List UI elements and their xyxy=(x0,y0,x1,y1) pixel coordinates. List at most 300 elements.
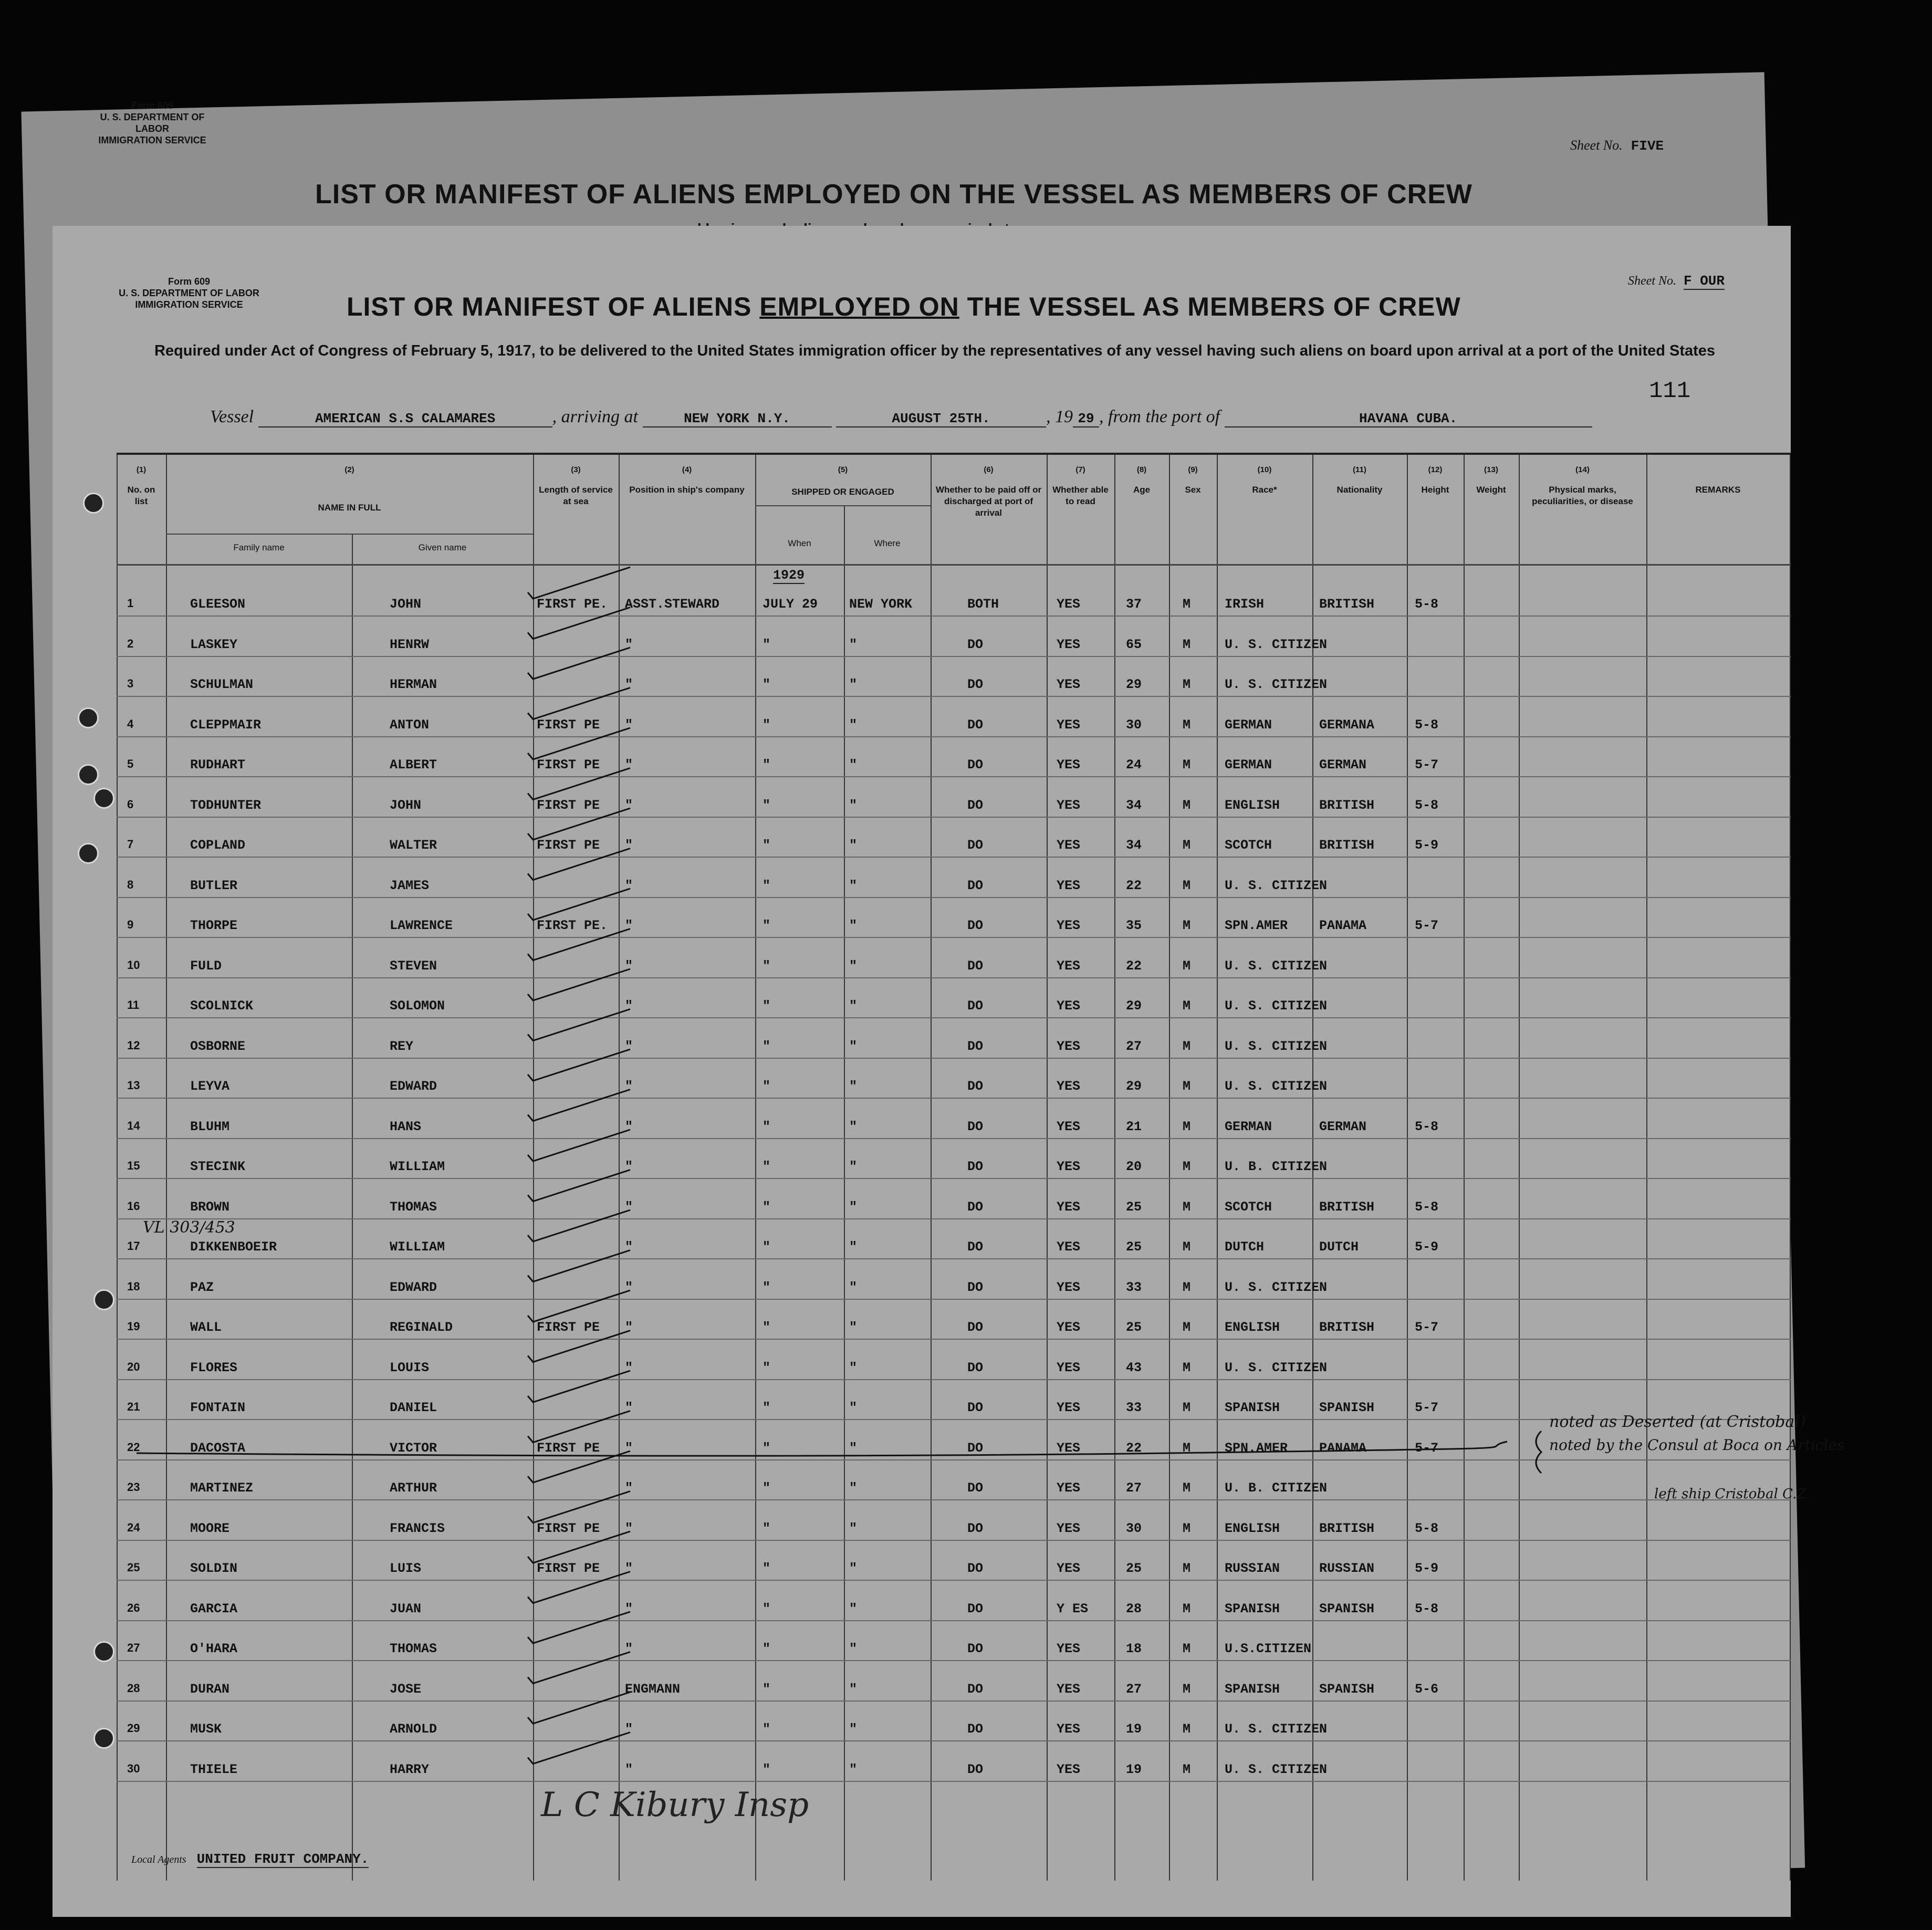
cell-sex: M xyxy=(1183,1520,1191,1536)
cell-n: 24 xyxy=(127,1520,140,1534)
cell-read: YES xyxy=(1057,1119,1081,1134)
cell-nat: SPANISH xyxy=(1319,1601,1375,1616)
column-header: Length of service at sea xyxy=(539,485,613,506)
cell-race: U. S. CITIZEN xyxy=(1225,958,1328,974)
cell-n: 29 xyxy=(127,1722,140,1735)
cell-height: 5-9 xyxy=(1415,838,1439,853)
year-shipped: 1929 xyxy=(773,568,805,583)
cell-when: JULY 29 xyxy=(763,597,818,612)
cell-n: 13 xyxy=(127,1079,140,1092)
cell-when: " xyxy=(763,1520,771,1536)
cell-position: " xyxy=(625,838,633,853)
cell-height: 5-8 xyxy=(1415,797,1439,813)
cell-n: 9 xyxy=(127,918,134,931)
cell-paid: DO xyxy=(967,998,984,1014)
subcolumn-when: When xyxy=(788,538,811,548)
cell-read: YES xyxy=(1057,998,1081,1014)
cell-age: 19 xyxy=(1126,1761,1142,1777)
cell-position: " xyxy=(625,1561,633,1576)
cell-when: " xyxy=(763,1761,771,1777)
column-number: (6) xyxy=(984,465,994,474)
cell-nat: PANAMA xyxy=(1319,1440,1367,1456)
cell-age: 28 xyxy=(1126,1601,1142,1616)
vessel-value: AMERICAN S.S CALAMARES xyxy=(258,411,552,427)
cell-nat: RUSSIAN xyxy=(1319,1561,1375,1576)
cell-position: " xyxy=(625,717,633,733)
cell-race: U. S. CITIZEN xyxy=(1225,998,1328,1014)
cell-when: " xyxy=(763,1279,771,1295)
check-mark xyxy=(528,1692,630,1724)
cell-where: " xyxy=(849,1722,858,1737)
cell-position: " xyxy=(625,1641,633,1656)
cell-nat: BRITISH xyxy=(1319,1520,1375,1536)
cell-position: " xyxy=(625,677,633,692)
title-part-b: EMPLOYED ON xyxy=(759,292,959,321)
cell-race: U. B. CITIZEN xyxy=(1225,1480,1328,1496)
column-number: (1) xyxy=(136,465,147,474)
cell-n: 6 xyxy=(127,797,134,811)
cell-age: 34 xyxy=(1126,838,1142,853)
column-number: (11) xyxy=(1353,465,1366,474)
cell-read: YES xyxy=(1057,1520,1081,1536)
cell-paid: DO xyxy=(967,1601,984,1616)
cell-paid: DO xyxy=(967,1360,984,1375)
cell-age: 25 xyxy=(1126,1199,1142,1215)
cell-sex: M xyxy=(1183,1279,1191,1295)
cell-n: 2 xyxy=(127,637,134,650)
cell-when: " xyxy=(763,1038,771,1054)
cell-sex: M xyxy=(1183,1722,1191,1737)
check-mark xyxy=(528,1491,630,1523)
cell-sex: M xyxy=(1183,838,1191,853)
column-header: Position in ship's company xyxy=(629,485,745,495)
cell-paid: DO xyxy=(967,1239,984,1255)
column-header: No. on list xyxy=(127,485,155,506)
cell-paid: DO xyxy=(967,797,984,813)
cell-family: MOORE xyxy=(190,1520,230,1536)
cell-where: " xyxy=(849,1199,858,1215)
cell-given: THOMAS xyxy=(390,1199,437,1215)
cell-sex: M xyxy=(1183,1601,1191,1616)
cell-age: 30 xyxy=(1126,1520,1142,1536)
cell-paid: DO xyxy=(967,958,984,974)
cell-given: JAMES xyxy=(390,878,430,893)
remarks-note-line-1: noted as Deserted (at Cristobal) xyxy=(1549,1413,1806,1431)
cell-nat: BRITISH xyxy=(1319,1199,1375,1215)
cell-position: " xyxy=(625,878,633,893)
cell-sex: M xyxy=(1183,1681,1191,1697)
column-number: (12) xyxy=(1428,465,1443,474)
cell-race: DUTCH xyxy=(1225,1239,1265,1255)
cell-where: " xyxy=(849,1440,858,1456)
cell-nat: BRITISH xyxy=(1319,838,1375,853)
cell-family: BROWN xyxy=(190,1199,230,1215)
cell-sex: M xyxy=(1183,1119,1191,1134)
cell-family: BLUHM xyxy=(190,1119,230,1134)
cell-read: YES xyxy=(1057,797,1081,813)
cell-position: " xyxy=(625,998,633,1014)
cell-paid: DO xyxy=(967,1159,984,1174)
cell-when: " xyxy=(763,878,771,893)
cell-given: HANS xyxy=(390,1119,422,1134)
cell-when: " xyxy=(763,998,771,1014)
cell-where: " xyxy=(849,958,858,974)
cell-age: 22 xyxy=(1126,1440,1142,1456)
cell-position: " xyxy=(625,1761,633,1777)
cell-paid: DO xyxy=(967,878,984,893)
cell-nat: BRITISH xyxy=(1319,1320,1375,1335)
cell-height: 5-7 xyxy=(1415,918,1439,933)
cell-sex: M xyxy=(1183,1159,1191,1174)
cell-race: ENGLISH xyxy=(1225,1520,1280,1536)
cell-sex: M xyxy=(1183,1360,1191,1375)
column-header: SHIPPED OR ENGAGED xyxy=(791,487,894,497)
cell-n: 14 xyxy=(127,1119,140,1132)
cell-where: " xyxy=(849,757,858,773)
form-id: Form 609 U. S. DEPARTMENT OF LABOR IMMIGRATION SERVICE xyxy=(119,276,259,310)
cell-sex: M xyxy=(1183,918,1191,933)
cell-race: U. S. CITIZEN xyxy=(1225,1038,1328,1054)
cell-age: 43 xyxy=(1126,1360,1142,1375)
cell-read: YES xyxy=(1057,1722,1081,1737)
cell-race: GERMAN xyxy=(1225,757,1272,773)
cell-where: " xyxy=(849,797,858,813)
cell-height: 5-8 xyxy=(1415,1520,1439,1536)
cell-when: " xyxy=(763,1601,771,1616)
cell-given: LUIS xyxy=(390,1561,422,1576)
cell-read: YES xyxy=(1057,1400,1081,1415)
check-mark xyxy=(528,567,630,599)
back-sheet-value: FIVE xyxy=(1631,138,1664,154)
cell-service: FIRST PE xyxy=(537,757,600,773)
cell-given: WALTER xyxy=(390,838,437,853)
cell-sex: M xyxy=(1183,1480,1191,1496)
cell-where: " xyxy=(849,998,858,1014)
cell-position: " xyxy=(625,1119,633,1134)
cell-sex: M xyxy=(1183,1440,1191,1456)
row17-handwritten-note: VL 303/453 xyxy=(143,1218,235,1237)
cell-given: HARRY xyxy=(390,1761,430,1777)
column-header: Nationality xyxy=(1336,485,1383,495)
back-title: LIST OR MANIFEST OF ALIENS EMPLOYED ON THE VESSEL AS MEMBERS OF CREW xyxy=(315,179,1473,210)
cell-when: " xyxy=(763,797,771,813)
cell-paid: DO xyxy=(967,838,984,853)
check-mark xyxy=(528,1531,630,1563)
cell-family: COPLAND xyxy=(190,838,246,853)
column-header: Physical marks, peculiarities, or disease xyxy=(1532,485,1633,506)
year-prefix: , 19 xyxy=(1046,407,1073,426)
cell-race: SPANISH xyxy=(1225,1681,1280,1697)
cell-n: 23 xyxy=(127,1480,140,1494)
cell-n: 17 xyxy=(127,1239,140,1253)
cell-read: YES xyxy=(1057,878,1081,893)
cell-family: LEYVA xyxy=(190,1079,230,1094)
cell-n: 16 xyxy=(127,1199,140,1213)
cell-read: YES xyxy=(1057,1038,1081,1054)
cell-paid: DO xyxy=(967,1520,984,1536)
year-value: 29 xyxy=(1073,411,1099,427)
cell-when: " xyxy=(763,1722,771,1737)
cell-read: YES xyxy=(1057,958,1081,974)
column-number: (8) xyxy=(1136,465,1147,474)
cell-sex: M xyxy=(1183,677,1191,692)
cell-n: 4 xyxy=(127,717,134,731)
column-number: (13) xyxy=(1484,465,1498,474)
cell-nat: BRITISH xyxy=(1319,797,1375,813)
cell-where: " xyxy=(849,1641,858,1656)
cell-read: YES xyxy=(1057,918,1081,933)
cell-paid: DO xyxy=(967,1038,984,1054)
cell-paid: DO xyxy=(967,1722,984,1737)
cell-race: RUSSIAN xyxy=(1225,1561,1280,1576)
subcolumn-family: Family name xyxy=(233,543,285,552)
column-number: (9) xyxy=(1188,465,1198,474)
cell-age: 27 xyxy=(1126,1038,1142,1054)
cell-position: " xyxy=(625,1400,633,1415)
cell-age: 29 xyxy=(1126,1079,1142,1094)
cell-age: 18 xyxy=(1126,1641,1142,1656)
arriving-value: NEW YORK N.Y. xyxy=(643,411,832,427)
title-part-c: THE VESSEL AS MEMBERS OF CREW xyxy=(959,292,1461,321)
cell-race: SPANISH xyxy=(1225,1601,1280,1616)
cell-race: GERMAN xyxy=(1225,717,1272,733)
cell-position: " xyxy=(625,1079,633,1094)
column-header: Race* xyxy=(1252,485,1277,495)
cell-service: FIRST PE xyxy=(537,1520,600,1536)
cell-sex: M xyxy=(1183,717,1191,733)
cell-height: 5-7 xyxy=(1415,1400,1439,1415)
cell-height: 5-8 xyxy=(1415,1199,1439,1215)
column-number: (2) xyxy=(344,465,354,474)
cell-family: O'HARA xyxy=(190,1641,238,1656)
cell-family: GARCIA xyxy=(190,1601,238,1616)
cell-when: " xyxy=(763,1561,771,1576)
cell-where: " xyxy=(849,1761,858,1777)
cell-read: YES xyxy=(1057,1561,1081,1576)
cell-when: " xyxy=(763,637,771,652)
check-mark xyxy=(528,1331,630,1362)
cell-height: 5-8 xyxy=(1415,1601,1439,1616)
cell-position: " xyxy=(625,1360,633,1375)
inspector-signature: L C Kibury Insp xyxy=(541,1786,809,1824)
cell-given: ALBERT xyxy=(390,757,437,773)
check-mark xyxy=(528,1009,630,1041)
cell-height: 5-7 xyxy=(1415,757,1439,773)
cell-given: REGINALD xyxy=(390,1320,453,1335)
check-mark xyxy=(528,1371,630,1402)
cell-family: FLORES xyxy=(190,1360,238,1375)
cell-position: " xyxy=(625,1480,633,1496)
cell-nat: PANAMA xyxy=(1319,918,1367,933)
cell-given: LAWRENCE xyxy=(390,918,453,933)
cell-nat: GERMAN xyxy=(1319,1119,1367,1134)
column-header: REMARKS xyxy=(1695,485,1741,495)
cell-when: " xyxy=(763,1159,771,1174)
cell-sex: M xyxy=(1183,958,1191,974)
subcolumn-given: Given name xyxy=(418,543,467,552)
cell-paid: DO xyxy=(967,1561,984,1576)
cell-family: FULD xyxy=(190,958,222,974)
column-header: Whether to be paid off or discharged at port of arrival xyxy=(935,485,1042,518)
cell-family: OSBORNE xyxy=(190,1038,246,1054)
cell-sex: M xyxy=(1183,597,1191,612)
cell-when: " xyxy=(763,1320,771,1335)
cell-paid: DO xyxy=(967,918,984,933)
cell-race: U.S.CITIZEN xyxy=(1225,1641,1312,1656)
column-header: NAME IN FULL xyxy=(318,503,381,513)
cell-age: 29 xyxy=(1126,998,1142,1014)
cell-when: " xyxy=(763,1119,771,1134)
cell-age: 20 xyxy=(1126,1159,1142,1174)
cell-when: " xyxy=(763,1199,771,1215)
cell-nat: SPANISH xyxy=(1319,1681,1375,1697)
cell-n: 22 xyxy=(127,1440,140,1454)
check-mark xyxy=(528,1250,630,1282)
cell-height: 5-8 xyxy=(1415,1119,1439,1134)
cell-position: " xyxy=(625,958,633,974)
cell-position: " xyxy=(625,1159,633,1174)
agent-value: UNITED FRUIT COMPANY. xyxy=(196,1851,369,1867)
back-form-id: Form 609 U. S. DEPARTMENT OF LABOR IMMIGRATION SERVICE xyxy=(98,100,206,145)
cell-where: " xyxy=(849,1601,858,1616)
column-number: (14) xyxy=(1575,465,1590,474)
cell-where: " xyxy=(849,677,858,692)
cell-age: 33 xyxy=(1126,1279,1142,1295)
cell-read: YES xyxy=(1057,1159,1081,1174)
cell-race: IRISH xyxy=(1225,597,1265,612)
check-mark xyxy=(528,1652,630,1684)
cell-n: 10 xyxy=(127,958,140,972)
check-mark xyxy=(528,648,630,679)
cell-read: YES xyxy=(1057,1360,1081,1375)
cell-where: " xyxy=(849,1119,858,1134)
cell-when: " xyxy=(763,757,771,773)
cell-given: JOHN xyxy=(390,797,422,813)
cell-given: DANIEL xyxy=(390,1400,437,1415)
cell-when: " xyxy=(763,838,771,853)
title-part-a: LIST OR MANIFEST OF ALIENS xyxy=(347,292,760,321)
cell-where: " xyxy=(849,918,858,933)
cell-n: 11 xyxy=(127,998,140,1011)
cell-where: " xyxy=(849,1279,858,1295)
cell-where: " xyxy=(849,1360,858,1375)
cell-n: 30 xyxy=(127,1761,140,1775)
cell-age: 19 xyxy=(1126,1722,1142,1737)
column-header: Sex xyxy=(1185,485,1201,495)
cell-when: " xyxy=(763,717,771,733)
cell-sex: M xyxy=(1183,1199,1191,1215)
cell-family: MUSK xyxy=(190,1722,222,1737)
cell-paid: DO xyxy=(967,1400,984,1415)
cell-given: SOLOMON xyxy=(390,998,445,1014)
cell-family: STECINK xyxy=(190,1159,246,1174)
cell-height: 5-9 xyxy=(1415,1239,1439,1255)
cell-family: GLEESON xyxy=(190,597,246,612)
cell-given: EDWARD xyxy=(390,1079,437,1094)
cell-where: " xyxy=(849,878,858,893)
date-value: AUGUST 25TH. xyxy=(836,411,1046,427)
cell-family: DIKKENBOEIR xyxy=(190,1239,277,1255)
cell-age: 34 xyxy=(1126,797,1142,813)
column-number: (3) xyxy=(571,465,581,474)
cell-where: " xyxy=(849,717,858,733)
cell-nat: DUTCH xyxy=(1319,1239,1359,1255)
cell-age: 22 xyxy=(1126,958,1142,974)
cell-when: " xyxy=(763,1400,771,1415)
cell-nat: BRITISH xyxy=(1319,597,1375,612)
cell-height: 5-7 xyxy=(1415,1320,1439,1335)
cell-read: YES xyxy=(1057,677,1081,692)
cell-race: SCOTCH xyxy=(1225,1199,1272,1215)
cell-race: SCOTCH xyxy=(1225,838,1272,853)
cell-where: " xyxy=(849,1681,858,1697)
check-mark xyxy=(528,929,630,961)
check-mark xyxy=(528,849,630,880)
cell-paid: DO xyxy=(967,1199,984,1215)
cell-given: HENRW xyxy=(390,637,430,652)
cell-race: U. S. CITIZEN xyxy=(1225,677,1328,692)
cell-age: 29 xyxy=(1126,677,1142,692)
cell-sex: M xyxy=(1183,1641,1191,1656)
cell-height: 5-7 xyxy=(1415,1440,1439,1456)
cell-race: U. S. CITIZEN xyxy=(1225,878,1328,893)
cell-nat: SPANISH xyxy=(1319,1400,1375,1415)
cell-position: " xyxy=(625,1320,633,1335)
check-mark xyxy=(528,1210,630,1242)
cell-given: ANTON xyxy=(390,717,430,733)
cell-n: 20 xyxy=(127,1360,140,1373)
subtitle: Required under Act of Congress of February 5, 1917, to be delivered to the United States immigration officer by the representatives of any vessel having such aliens on board upon arrival at a port of the United States xyxy=(154,342,1716,359)
cell-age: 25 xyxy=(1126,1561,1142,1576)
check-mark xyxy=(528,889,630,920)
check-mark xyxy=(528,608,630,639)
column-number: (5) xyxy=(838,465,848,474)
cell-where: " xyxy=(849,1561,858,1576)
stamp-number: 111 xyxy=(1649,378,1691,404)
check-mark xyxy=(528,1572,630,1603)
cell-family: SCHULMAN xyxy=(190,677,254,692)
cell-sex: M xyxy=(1183,757,1191,773)
cell-sex: M xyxy=(1183,1079,1191,1094)
cell-service: FIRST PE. xyxy=(537,597,608,612)
cell-given: FRANCIS xyxy=(390,1520,445,1536)
cell-read: YES xyxy=(1057,757,1081,773)
cell-where: " xyxy=(849,1320,858,1335)
cell-family: SOLDIN xyxy=(190,1561,238,1576)
cell-paid: DO xyxy=(967,1279,984,1295)
cell-sex: M xyxy=(1183,637,1191,652)
cell-position: " xyxy=(625,1279,633,1295)
cell-race: GERMAN xyxy=(1225,1119,1272,1134)
cell-paid: DO xyxy=(967,1440,984,1456)
cell-position: ASST.STEWARD xyxy=(625,597,720,612)
check-mark xyxy=(528,1733,630,1764)
cell-where: " xyxy=(849,1159,858,1174)
cell-age: 33 xyxy=(1126,1400,1142,1415)
cell-family: DURAN xyxy=(190,1681,230,1697)
cell-read: YES xyxy=(1057,838,1081,853)
cell-age: 25 xyxy=(1126,1320,1142,1335)
column-header: Age xyxy=(1133,485,1151,495)
cell-given: VICTOR xyxy=(390,1440,437,1456)
back-sheet-label: Sheet No. xyxy=(1570,138,1623,153)
cell-given: ARNOLD xyxy=(390,1722,437,1737)
cell-when: " xyxy=(763,1641,771,1656)
cell-when: " xyxy=(763,677,771,692)
cell-when: " xyxy=(763,918,771,933)
check-mark xyxy=(528,1170,630,1202)
cell-given: JOHN xyxy=(390,597,422,612)
